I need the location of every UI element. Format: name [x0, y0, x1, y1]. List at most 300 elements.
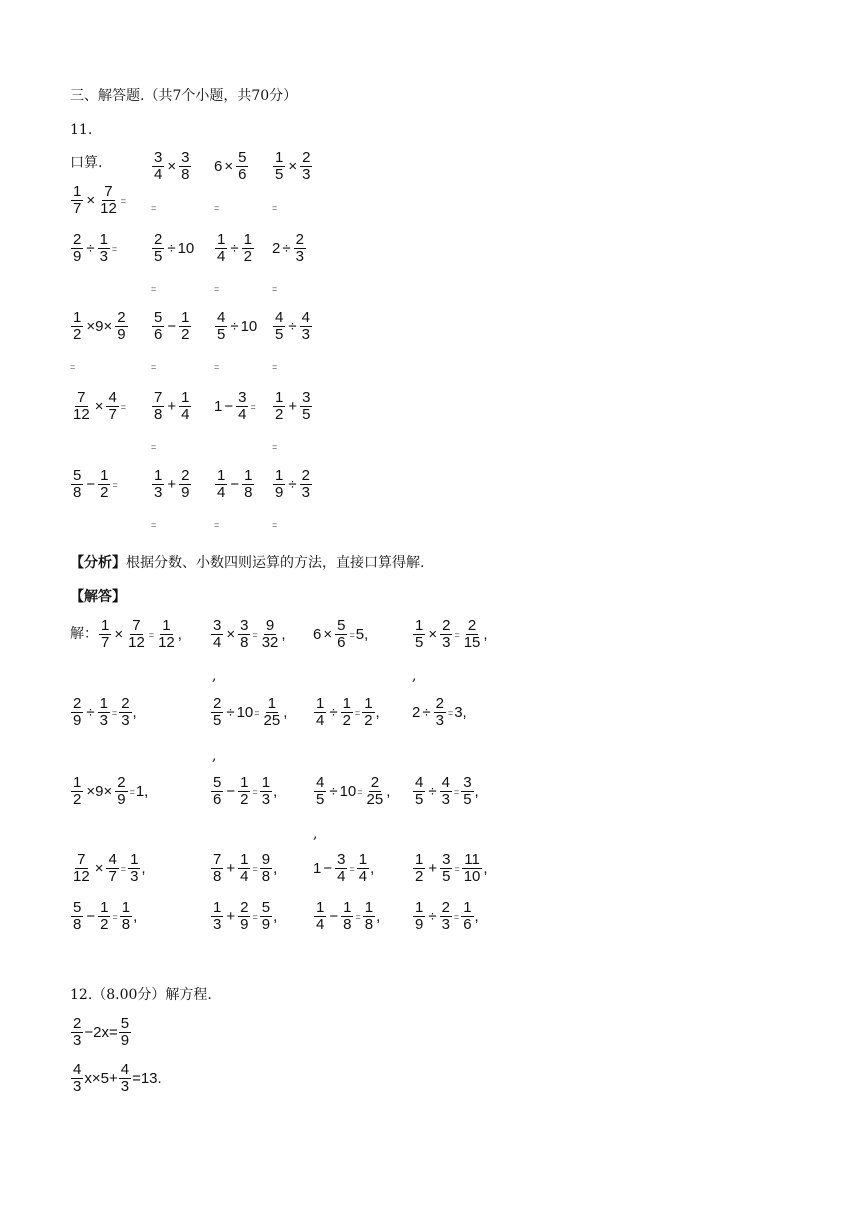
problem-10	[151, 310, 192, 343]
numerator: 1	[316, 695, 325, 712]
denominator: 4	[213, 634, 222, 651]
stray-comma: ,	[212, 668, 217, 684]
fraction	[179, 390, 191, 423]
denominator: 2	[364, 712, 373, 729]
numerator: 7	[213, 851, 222, 868]
fraction	[71, 468, 83, 501]
answer-8	[412, 696, 467, 729]
equals-sign: =	[112, 479, 118, 490]
equals-placeholder: =	[272, 203, 278, 213]
fraction	[462, 852, 483, 885]
equals-sign: =	[120, 863, 127, 874]
equals-placeholder: =	[214, 284, 220, 294]
denominator: 5	[442, 868, 451, 885]
trailing-comma: ,	[364, 626, 369, 643]
numerator: 1	[244, 467, 253, 484]
fraction	[260, 852, 272, 885]
trailing-comma: ,	[483, 626, 488, 643]
fraction	[238, 852, 250, 885]
equals-sign: =	[252, 629, 258, 640]
operator: +	[428, 860, 438, 877]
whole-number: 6	[313, 626, 322, 643]
equals-sign: =	[454, 863, 460, 874]
denominator: 3	[302, 166, 311, 183]
operator: −	[86, 476, 96, 493]
trailing-comma: ,	[281, 626, 286, 643]
fraction	[300, 310, 312, 343]
trailing-comma: ,	[370, 860, 375, 877]
denominator: 4	[154, 166, 163, 183]
result-integer: 3	[454, 704, 463, 721]
numerator: 2	[117, 309, 126, 326]
denominator: 5	[415, 791, 424, 808]
answer-7	[313, 696, 380, 729]
oral-calc-label: 口算.	[70, 155, 103, 171]
fraction	[98, 232, 110, 265]
fraction	[413, 618, 425, 651]
answer-1	[98, 618, 182, 651]
equals-placeholder: =	[214, 520, 220, 530]
denominator: 5	[463, 791, 472, 808]
trailing-comma: ,	[474, 783, 479, 800]
operator: ÷	[86, 704, 95, 721]
numerator: 9	[261, 851, 271, 868]
fraction	[362, 696, 374, 729]
denominator: 2	[100, 916, 109, 933]
denominator: 2	[243, 248, 252, 265]
fraction	[314, 696, 326, 729]
operator: ÷	[226, 704, 235, 721]
whole-number: 10	[177, 240, 195, 257]
problem-16	[272, 390, 313, 423]
fraction	[211, 852, 223, 885]
eq2-mid: x×5+	[84, 1070, 118, 1087]
operator: −	[86, 908, 96, 925]
fraction	[260, 900, 272, 933]
numerator: 1	[364, 695, 373, 712]
fraction	[179, 468, 191, 501]
fraction	[98, 696, 110, 729]
fraction	[341, 900, 353, 933]
denominator: 12	[128, 634, 145, 651]
equals-sign: =	[252, 786, 258, 797]
fraction	[98, 900, 110, 933]
problem-4	[70, 184, 127, 217]
operator: ×9×	[86, 783, 113, 800]
problem-19	[214, 468, 255, 501]
equals-sign: =	[112, 911, 118, 922]
fraction	[238, 618, 250, 651]
whole-number: 2	[272, 240, 281, 257]
numerator: 2	[441, 899, 450, 916]
equals-placeholder: =	[272, 284, 278, 294]
fraction	[365, 775, 386, 808]
denominator: 10	[463, 868, 481, 885]
numerator: 2	[301, 467, 310, 484]
numerator: 1	[213, 899, 222, 916]
fraction	[242, 232, 254, 265]
denominator: 9	[117, 326, 126, 343]
numerator: 2	[370, 774, 380, 791]
denominator: 3	[130, 868, 139, 885]
denominator: 6	[213, 791, 222, 808]
problem-11	[214, 310, 257, 343]
denominator: 9	[73, 248, 82, 265]
trailing-comma: ,	[132, 704, 137, 721]
numerator: 5	[213, 774, 222, 791]
numerator: 3	[154, 149, 163, 166]
equals-sign: =	[111, 243, 118, 254]
denominator: 4	[238, 406, 247, 423]
numerator: 1	[73, 309, 82, 326]
fraction	[300, 150, 312, 183]
denominator: 8	[73, 916, 82, 933]
numerator: 4	[415, 774, 424, 791]
denominator: 4	[217, 484, 226, 501]
fraction	[115, 310, 127, 343]
numerator: 1	[240, 774, 249, 791]
numerator: 7	[154, 389, 163, 406]
fraction	[215, 232, 227, 265]
question-12-header: 12.（8.00分）解方程.	[70, 987, 212, 1003]
numerator: 1	[415, 851, 424, 868]
trailing-comma: ,	[375, 704, 380, 721]
fraction	[71, 696, 83, 729]
fraction	[262, 696, 283, 729]
fraction	[106, 390, 118, 423]
operator: ÷	[282, 240, 291, 257]
numerator: 1	[364, 899, 374, 916]
answer-15	[313, 852, 374, 885]
denominator: 9	[120, 1032, 130, 1049]
denominator: 3	[261, 791, 271, 808]
fraction	[242, 468, 254, 501]
result-integer: 5	[355, 626, 365, 643]
trailing-comma: ,	[273, 783, 278, 800]
numerator: 5	[73, 467, 82, 484]
numerator: 1	[217, 467, 226, 484]
numerator: 2	[73, 231, 82, 248]
denominator: 6	[238, 166, 247, 183]
denominator: 4	[181, 406, 190, 423]
fraction	[413, 852, 425, 885]
equals-sign: =	[120, 195, 127, 206]
equals-placeholder: =	[151, 284, 157, 294]
stray-comma: ,	[412, 668, 417, 684]
denominator: 4	[240, 868, 249, 885]
denominator: 9	[240, 916, 249, 933]
trailing-comma: ,	[144, 783, 149, 800]
whole-number: 6	[214, 158, 223, 175]
denominator: 2	[342, 712, 351, 729]
numerator: 1	[463, 899, 472, 916]
numerator: 9	[265, 617, 275, 634]
numerator: 2	[435, 695, 444, 712]
denominator: 32	[261, 634, 279, 651]
problem-13	[70, 390, 127, 423]
numerator: 7	[77, 389, 86, 406]
denominator: 3	[435, 712, 444, 729]
problem-3	[272, 150, 313, 183]
problem-9	[70, 310, 129, 343]
fraction	[273, 468, 285, 501]
answer-12	[412, 775, 479, 808]
fraction	[413, 775, 425, 808]
equals-sign: =	[453, 786, 460, 797]
fraction	[434, 696, 446, 729]
numerator: 4	[275, 309, 284, 326]
problem-12	[272, 310, 313, 343]
operator: ×9×	[86, 318, 113, 335]
denominator: 2	[415, 868, 424, 885]
fraction	[273, 390, 285, 423]
fraction	[99, 618, 111, 651]
denominator: 3	[73, 1032, 82, 1049]
operator: ÷	[288, 318, 297, 335]
numerator: 1	[100, 467, 109, 484]
equals-sign: =	[355, 911, 361, 922]
answer-4	[412, 618, 488, 651]
numerator: 1	[100, 899, 109, 916]
answer-17	[70, 900, 137, 933]
operator: ×	[167, 158, 177, 175]
denominator: 25	[366, 791, 384, 808]
operator: +	[226, 860, 236, 877]
denominator: 3	[154, 484, 163, 501]
denominator: 8	[213, 868, 222, 885]
numerator: 1	[99, 231, 108, 248]
trailing-comma: ,	[483, 860, 488, 877]
numerator: 2	[467, 617, 477, 634]
denominator: 4	[316, 712, 325, 729]
denominator: 12	[73, 406, 90, 423]
denominator: 5	[217, 326, 226, 343]
fraction	[363, 900, 375, 933]
numerator: 1	[275, 149, 284, 166]
problem-1	[151, 150, 192, 183]
fraction	[461, 775, 473, 808]
operator: ÷	[329, 783, 338, 800]
trailing-comma: ,	[376, 908, 381, 925]
denominator: 3	[301, 484, 310, 501]
stray-comma: ,	[313, 826, 318, 842]
operator: ×	[224, 158, 234, 175]
denominator: 12	[73, 868, 90, 885]
analysis-text: 根据分数、小数四则运算的方法，直接口算得解.	[126, 555, 425, 571]
equals-sign: =	[254, 707, 260, 718]
fraction	[152, 232, 164, 265]
equals-sign: =	[447, 707, 454, 718]
operator: ×	[226, 626, 236, 643]
numerator: 7	[104, 183, 113, 200]
denominator: 8	[364, 916, 374, 933]
answer-13	[70, 852, 146, 885]
numerator: 1	[130, 851, 139, 868]
numerator: 2	[181, 467, 190, 484]
denominator: 3	[99, 248, 108, 265]
numerator: 4	[108, 389, 117, 406]
trailing-comma: ,	[141, 860, 146, 877]
denominator: 3	[121, 712, 130, 729]
denominator: 3	[73, 1078, 82, 1095]
numerator: 1	[181, 389, 190, 406]
equation-2	[70, 1062, 162, 1095]
whole-number: 10	[240, 318, 258, 335]
section-heading: 三、解答题.（共7个小题，共70分）	[70, 88, 298, 104]
operator: ×	[94, 860, 104, 877]
equals-sign: =	[454, 629, 460, 640]
operator: ÷	[428, 908, 437, 925]
fraction	[71, 232, 83, 265]
equals-placeholder: =	[272, 520, 278, 530]
fraction	[461, 900, 473, 933]
numerator: 2	[302, 149, 311, 166]
fraction	[211, 775, 223, 808]
answer-tag: 【解答】	[70, 589, 126, 605]
analysis-line	[70, 554, 424, 572]
denominator: 4	[316, 916, 325, 933]
numerator: 1	[243, 231, 252, 248]
fraction	[357, 852, 369, 885]
denominator: 9	[73, 712, 82, 729]
fraction	[211, 900, 223, 933]
denominator: 2	[240, 791, 249, 808]
denominator: 3	[99, 712, 108, 729]
denominator: 9	[181, 484, 190, 501]
numerator: 11	[464, 851, 480, 868]
numerator: 1	[217, 231, 226, 248]
denominator: 25	[263, 712, 281, 729]
numerator: 7	[132, 617, 141, 634]
equals-sign: =	[453, 911, 460, 922]
trailing-comma: ,	[177, 626, 182, 643]
numerator: 1	[358, 851, 368, 868]
numerator: 5	[337, 617, 346, 634]
analysis-tag: 【分析】	[70, 555, 126, 571]
operator: ×	[288, 158, 298, 175]
equals-sign: =	[357, 786, 363, 797]
eq2-fraction-a	[71, 1062, 83, 1095]
fraction	[71, 310, 83, 343]
numerator: 2	[442, 617, 451, 634]
numerator: 1	[261, 774, 271, 791]
trailing-comma: ,	[273, 908, 278, 925]
operator: −	[329, 908, 339, 925]
problem-7	[214, 232, 255, 265]
problem-8	[272, 232, 307, 265]
operator: −	[226, 783, 236, 800]
fraction	[152, 150, 164, 183]
equals-placeholder: =	[214, 362, 220, 372]
fraction	[98, 184, 119, 217]
denominator: 5	[154, 248, 163, 265]
numerator: 1	[343, 899, 352, 916]
numerator: 2	[213, 695, 222, 712]
fraction	[126, 618, 147, 651]
fraction	[71, 852, 92, 885]
answer-19	[313, 900, 380, 933]
numerator: 2	[73, 1015, 82, 1032]
numerator: 4	[217, 309, 226, 326]
whole-number: 10	[339, 783, 357, 800]
denominator: 9	[275, 484, 284, 501]
whole-number: 1	[214, 398, 223, 415]
equals-sign: =	[120, 401, 127, 412]
equals-placeholder: =	[214, 203, 220, 213]
numerator: 4	[73, 1061, 82, 1078]
fraction	[98, 468, 110, 501]
denominator: 9	[415, 916, 424, 933]
denominator: 3	[120, 1078, 130, 1095]
operator: ÷	[167, 240, 176, 257]
operator: ×	[94, 398, 104, 415]
answer-18	[210, 900, 277, 933]
trailing-comma: ,	[462, 704, 467, 721]
denominator: 3	[295, 248, 304, 265]
eq1-fraction-a	[71, 1016, 83, 1049]
operator: ÷	[422, 704, 431, 721]
fraction	[152, 468, 164, 501]
problem-17	[70, 468, 119, 501]
denominator: 3	[213, 916, 222, 933]
equals-sign: =	[250, 401, 256, 412]
fraction	[413, 900, 425, 933]
fraction	[294, 232, 306, 265]
equals-sign: =	[111, 707, 118, 718]
fraction	[156, 618, 177, 651]
equals-placeholder: =	[151, 520, 157, 530]
fraction	[120, 900, 132, 933]
fraction	[314, 775, 326, 808]
problem-20	[272, 468, 313, 501]
numerator: 1	[240, 851, 249, 868]
fraction	[341, 696, 353, 729]
denominator: 5	[275, 166, 284, 183]
fraction	[215, 310, 227, 343]
numerator: 1	[415, 617, 424, 634]
denominator: 5	[415, 634, 424, 651]
numerator: 3	[240, 617, 249, 634]
answer-5	[70, 696, 137, 729]
equals-sign: =	[354, 707, 361, 718]
fraction	[335, 618, 347, 651]
numerator: 1	[162, 617, 171, 634]
answer-20	[412, 900, 479, 933]
equals-sign: =	[349, 863, 355, 874]
fraction	[238, 900, 250, 933]
numerator: 1	[415, 899, 424, 916]
numerator: 1	[73, 183, 82, 200]
fraction	[462, 618, 483, 651]
denominator: 5	[213, 712, 222, 729]
trailing-comma: ,	[133, 908, 138, 925]
fraction	[440, 852, 452, 885]
numerator: 1	[267, 695, 277, 712]
denominator: 7	[73, 200, 82, 217]
denominator: 2	[275, 406, 284, 423]
denominator: 5	[316, 791, 325, 808]
denominator: 12	[158, 634, 175, 651]
fraction	[71, 900, 83, 933]
answer-11	[313, 775, 390, 808]
whole-number: 2	[412, 704, 421, 721]
problem-5	[70, 232, 118, 265]
operator: ×	[323, 626, 333, 643]
numerator: 4	[120, 1061, 130, 1078]
denominator: 8	[121, 916, 131, 933]
numerator: 2	[240, 899, 249, 916]
denominator: 7	[108, 406, 117, 423]
